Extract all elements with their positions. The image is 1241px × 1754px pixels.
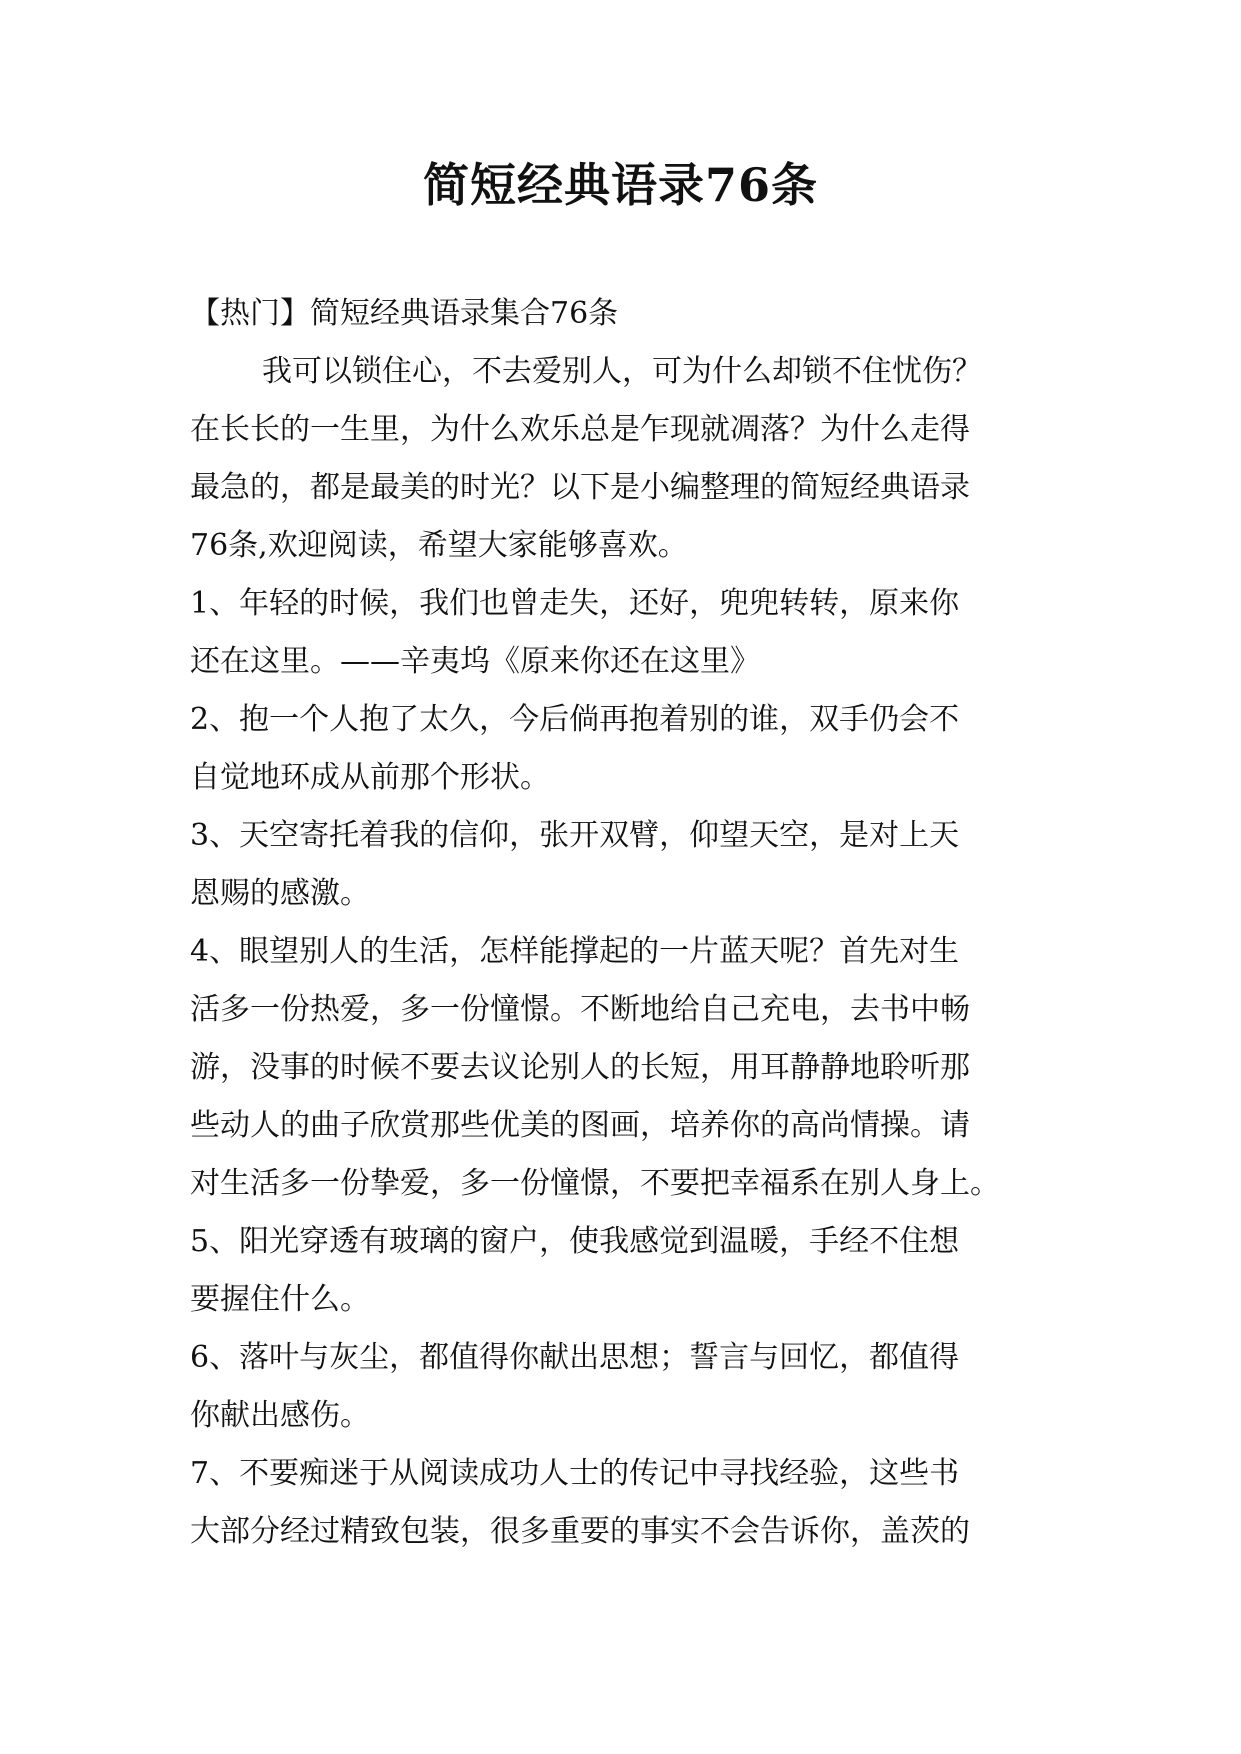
document-body xyxy=(190,285,1050,1561)
section-heading: 【热门】简短经典语录集合76条 xyxy=(190,296,619,331)
quote-4-line: 些动人的曲子欣赏那些优美的图画，培养你的高尚情操。请 xyxy=(190,1108,970,1143)
quote-7-line: 7、不要痴迷于从阅读成功人士的传记中寻找经验，这些书 xyxy=(190,1456,960,1491)
quote-4-line: 对生活多一份挚爱，多一份憧憬，不要把幸福系在别人身上。 xyxy=(190,1166,1000,1201)
quote-2-line: 自觉地环成从前那个形状。 xyxy=(190,760,550,795)
document-title: 简短经典语录76条 xyxy=(422,158,818,212)
intro-paragraph-line: 最急的，都是最美的时光？以下是小编整理的简短经典语录 xyxy=(190,470,970,505)
quote-6-line: 6、落叶与灰尘，都值得你献出思想；誓言与回忆，都值得 xyxy=(190,1340,960,1375)
quote-3-line: 3、天空寄托着我的信仰，张开双臂，仰望天空，是对上天 xyxy=(190,818,960,853)
quote-4-line: 游，没事的时候不要去议论别人的长短，用耳静静地聆听那 xyxy=(190,1050,970,1085)
intro-paragraph-line: 我可以锁住心，不去爱别人，可为什么却锁不住忧伤？ xyxy=(262,354,982,389)
quote-3-line: 恩赐的感激。 xyxy=(190,876,370,911)
intro-paragraph-line: 76条,欢迎阅读，希望大家能够喜欢。 xyxy=(190,528,688,563)
quote-1-line: 还在这里。——辛夷坞《原来你还在这里》 xyxy=(190,644,760,679)
intro-paragraph-line: 在长长的一生里，为什么欢乐总是乍现就凋落？为什么走得 xyxy=(190,412,970,447)
quote-4-line: 4、眼望别人的生活，怎样能撑起的一片蓝天呢？首先对生 xyxy=(190,934,960,969)
quote-4-line: 活多一份热爱，多一份憧憬。不断地给自己充电，去书中畅 xyxy=(190,992,970,1027)
quote-1-line: 1、年轻的时候，我们也曾走失，还好，兜兜转转，原来你 xyxy=(190,586,960,621)
quote-5-line: 要握住什么。 xyxy=(190,1282,370,1317)
quote-2-line: 2、抱一个人抱了太久，今后倘再抱着别的谁，双手仍会不 xyxy=(190,702,960,737)
quote-7-line: 大部分经过精致包装，很多重要的事实不会告诉你，盖茨的 xyxy=(190,1514,970,1549)
quote-5-line: 5、阳光穿透有玻璃的窗户，使我感觉到温暖，手经不住想 xyxy=(190,1224,960,1259)
quote-6-line: 你献出感伤。 xyxy=(190,1398,370,1433)
